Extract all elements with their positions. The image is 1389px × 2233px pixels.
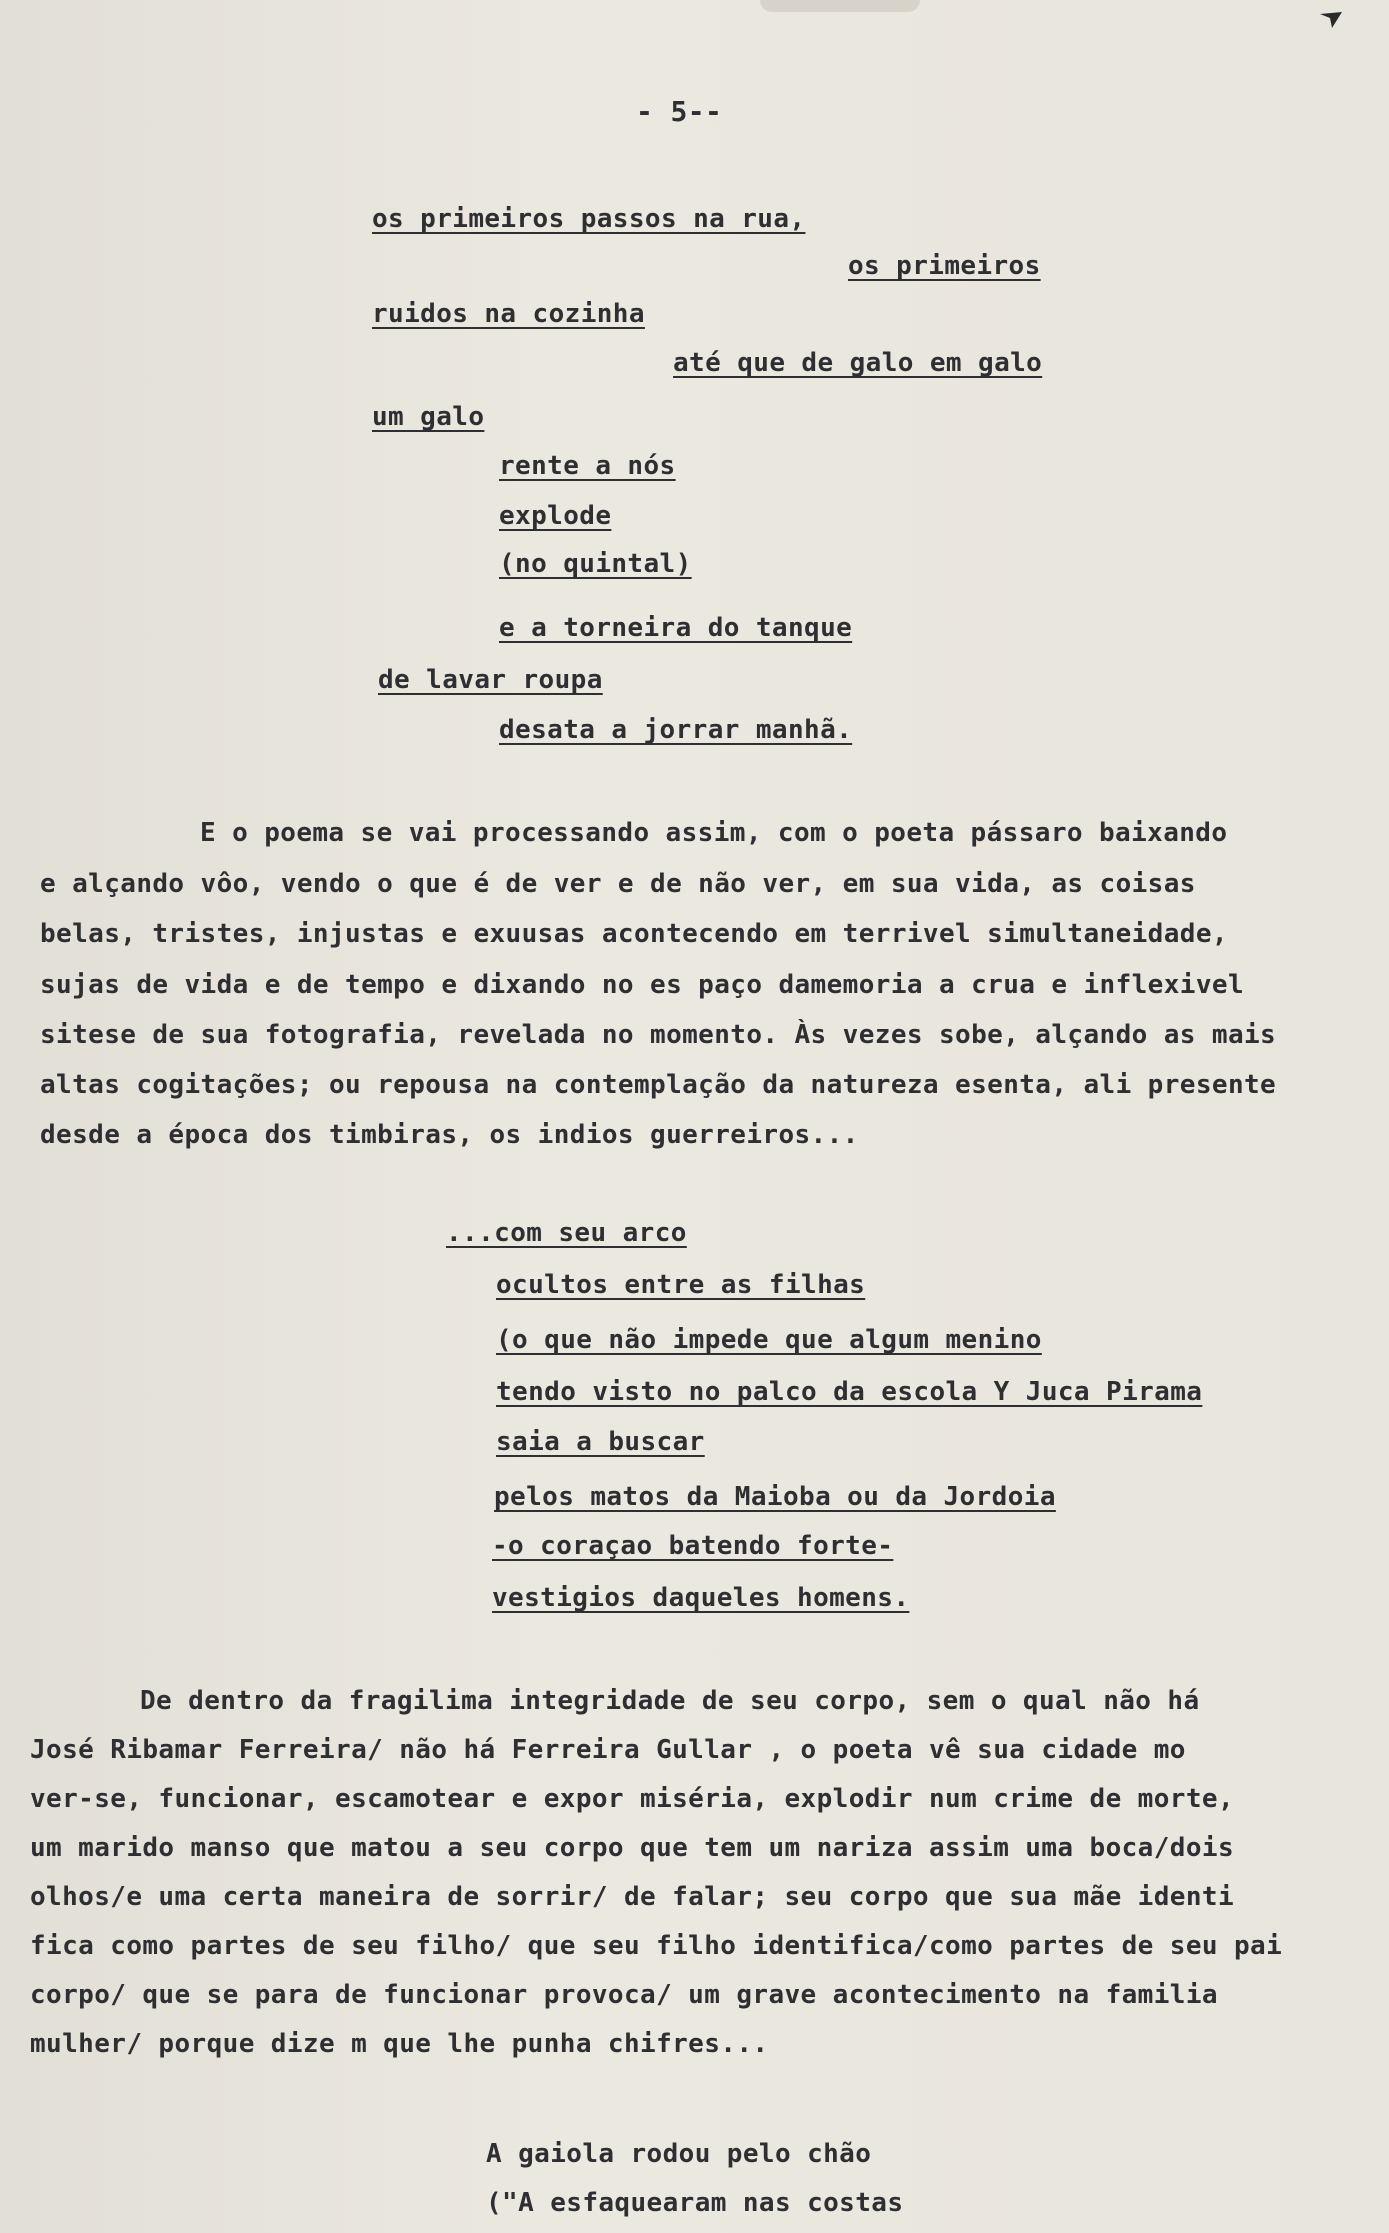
poem3-line-2: ("A esfaquearam nas costas: [486, 2188, 904, 2218]
para1-line-1: E o poema se vai processando assim, com o poeta pássaro baixando: [200, 818, 1228, 848]
poem1-line-11: desata a jorrar manhã.: [499, 715, 853, 745]
poem2-line-3: (o que não impede que algum menino: [496, 1325, 1042, 1355]
para2-line-7: corpo/ que se para de funcionar provoca/ um grave acontecimento na familia: [30, 1980, 1218, 2010]
poem1-line-9: e a torneira do tanque: [499, 613, 853, 643]
poem1-line-5: um galo: [372, 402, 485, 432]
para2-line-6: fica como partes de seu filho/ que seu filho identifica/como partes de seu pai: [30, 1931, 1283, 1961]
poem2-line-4: tendo visto no palco da escola Y Juca Pirama: [496, 1377, 1203, 1407]
para2-line-3: ver-se, funcionar, escamotear e expor miséria, explodir num crime de morte,: [30, 1784, 1234, 1814]
para2-line-2: José Ribamar Ferreira/ não há Ferreira Gullar , o poeta vê sua cidade mo: [30, 1735, 1186, 1765]
poem2-line-5: saia a buscar: [496, 1427, 705, 1457]
poem1-line-8: (no quintal): [499, 549, 692, 579]
poem2-line-2: ocultos entre as filhas: [496, 1270, 866, 1300]
para1-line-5: sitese de sua fotografia, revelada no momento. Às vezes sobe, alçando as mais: [40, 1020, 1277, 1050]
poem1-line-1: os primeiros passos na rua,: [372, 204, 806, 234]
poem1-line-4: até que de galo em galo: [673, 348, 1043, 378]
para2-line-5: olhos/e uma certa maneira de sorrir/ de falar; seu corpo que sua mãe identi: [30, 1882, 1234, 1912]
para1-line-4: sujas de vida e de tempo e dixando no es paço damemoria a crua e inflexivel: [40, 970, 1244, 1000]
para1-line-7: desde a época dos timbiras, os indios guerreiros...: [40, 1120, 859, 1150]
poem1-line-7: explode: [499, 501, 612, 531]
poem2-line-7: -o coraçao batendo forte-: [492, 1531, 894, 1561]
para2-line-8: mulher/ porque dize m que lhe punha chifres...: [30, 2029, 769, 2059]
torn-edge: [760, 0, 920, 12]
poem2-line-8: vestigios daqueles homens.: [492, 1583, 910, 1613]
poem1-line-10: de lavar roupa: [378, 665, 603, 695]
para2-line-1: De dentro da fragilima integridade de seu corpo, sem o qual não há: [140, 1686, 1200, 1716]
poem1-line-6: rente a nós: [499, 451, 676, 481]
para1-line-2: e alçando vôo, vendo o que é de ver e de não ver, em sua vida, as coisas: [40, 869, 1196, 899]
page-number: - 5--: [636, 95, 723, 128]
para1-line-6: altas cogitações; ou repousa na contemplação da natureza esenta, ali presente: [40, 1070, 1277, 1100]
para2-line-4: um marido manso que matou a seu corpo que tem um nariza assim uma boca/dois: [30, 1833, 1234, 1863]
poem2-line-1: ...com seu arco: [446, 1218, 687, 1248]
poem1-line-3: ruidos na cozinha: [372, 299, 645, 329]
poem1-line-2: os primeiros: [848, 251, 1041, 281]
poem3-line-1: A gaiola rodou pelo chão: [486, 2139, 872, 2169]
para1-line-3: belas, tristes, injustas e exuusas acontecendo em terrivel simultaneidade,: [40, 919, 1228, 949]
corner-mark-icon: [1318, 10, 1344, 30]
poem2-line-6: pelos matos da Maioba ou da Jordoia: [494, 1482, 1056, 1512]
